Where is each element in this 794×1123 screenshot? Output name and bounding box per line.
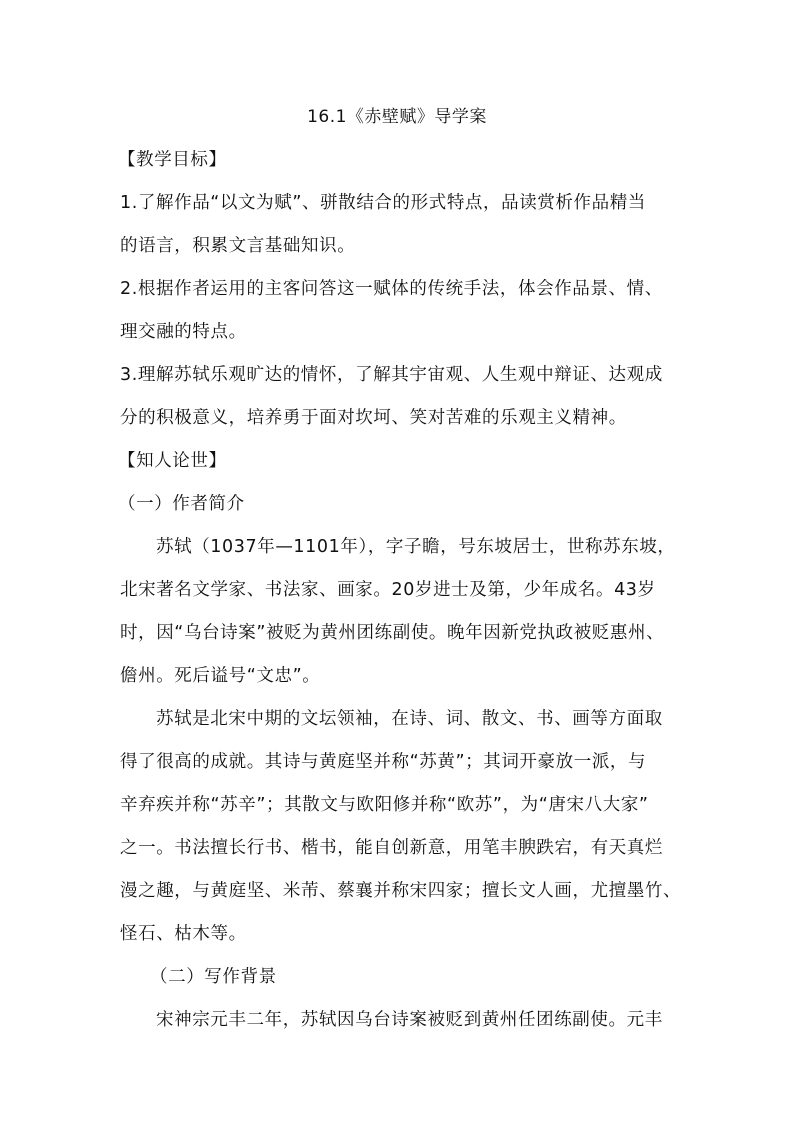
goal-line-1: 1.了解作品“以文为赋”、骈散结合的形式特点，品读赏析作品精当 bbox=[120, 193, 646, 213]
subheading-writing-background: （二）写作背景 bbox=[150, 967, 277, 987]
goal-line-5: 3.理解苏轼乐观旷达的情怀，了解其宇宙观、人生观中辩证、达观成 bbox=[120, 365, 663, 385]
goal-line-6: 分的积极意义，培养勇于面对坎坷、笑对苦难的乐观主义精神。 bbox=[120, 408, 627, 428]
author-p2-line-4: 之一。书法擅长行书、楷书，能自创新意，用笔丰腴跌宕，有天真烂 bbox=[120, 838, 663, 858]
author-p1-line-2: 北宋著名文学家、书法家、画家。20岁进士及第，少年成名。43岁 bbox=[120, 580, 656, 600]
author-p1-line-3: 时，因“乌台诗案”被贬为黄州团练副使。晚年因新党执政被贬惠州、 bbox=[120, 623, 665, 643]
goal-line-2: 的语言，积累文言基础知识。 bbox=[120, 236, 356, 256]
goal-line-4: 理交融的特点。 bbox=[120, 322, 247, 342]
section-heading-goals: 【教学目标】 bbox=[118, 150, 227, 170]
author-p2-line-2: 得了很高的成就。其诗与黄庭坚并称“苏黄”；其词开豪放一派，与 bbox=[120, 752, 647, 772]
author-p2-line-6: 怪石、枯木等。 bbox=[120, 924, 247, 944]
goal-line-3: 2.根据作者运用的主客问答这一赋体的传统手法，体会作品景、情、 bbox=[120, 279, 663, 299]
author-p1-line-4: 儋州。死后谥号“文忠”。 bbox=[120, 666, 321, 686]
writing-p1-line-1: 宋神宗元丰二年，苏轼因乌台诗案被贬到黄州任团练副使。元丰 bbox=[156, 1010, 663, 1030]
author-p2-line-3: 辛弃疾并称“苏辛”；其散文与欧阳修并称“欧苏”，为“唐宋八大家” bbox=[120, 795, 649, 815]
author-p2-line-1: 苏轼是北宋中期的文坛领袖，在诗、词、散文、书、画等方面取 bbox=[156, 709, 663, 729]
author-p2-line-5: 漫之趣，与黄庭坚、米芾、蔡襄并称宋四家；擅长文人画，尤擅墨竹、 bbox=[120, 881, 682, 901]
section-heading-background: 【知人论世】 bbox=[118, 451, 227, 471]
document-title: 16.1《赤壁赋》导学案 bbox=[307, 107, 487, 127]
subheading-author: （一）作者简介 bbox=[118, 494, 245, 514]
author-p1-line-1: 苏轼（1037年—1101年），字子瞻，号东坡居士，世称苏东坡， bbox=[156, 537, 676, 557]
